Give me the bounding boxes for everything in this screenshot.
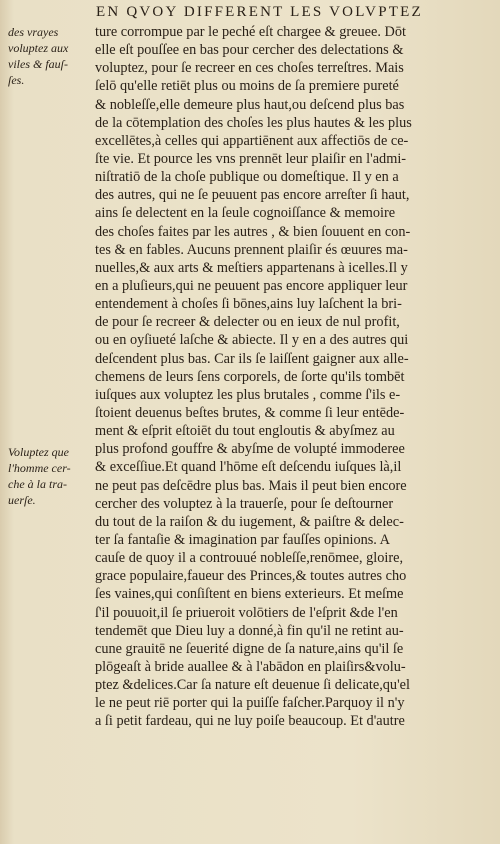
text-line: tes & en fables. Aucuns prennent plaiſir és œuures ma- — [95, 241, 408, 258]
text-line: ſes vaines,qui conſiſtent en biens exterieurs. Et meſme — [95, 586, 404, 603]
text-line: ture corrompue par le peché eſt chargee & greuee. Dōt — [95, 24, 406, 40]
text-line: cercher des voluptez à la trauerſe, pour ſe deſtourner — [95, 495, 394, 512]
body-text — [95, 23, 467, 730]
text-line: ſtoient deuenus beſtes brutes, & comme ſi leur entēde- — [95, 404, 405, 421]
text-line: du tout de la raiſon & du iugement, & paiſtre & delec- — [95, 513, 404, 530]
text-line: cauſe de quoy il a controuué nobleſſe,renōmee, gloire, — [95, 550, 404, 567]
text-line: a ſi petit fardeau, qui ne luy poiſe beaucoup. Et d'autre — [95, 713, 405, 730]
text-line: tendemēt que Dieu luy a donné,à fin qu'il ne retint au- — [95, 622, 404, 639]
margin-note-line: voluptez aux — [8, 41, 69, 55]
text-line: iuſques aux voluptez les plus brutales , comme ſ'ils e- — [95, 386, 401, 403]
margin-note-2 — [8, 444, 92, 508]
text-line: ptez &delices.Car ſa nature eſt deuenue ſi delicate,qu'el — [95, 677, 410, 694]
text-line: ſ'il pouuoit,il ſe priueroit volōtiers de l'eſprit &de l'en — [95, 604, 398, 621]
text-line: ains ſe delectent en la ſeule cognoiſſance & memoire — [95, 205, 396, 222]
margin-note-line: viles & fauſ- — [8, 57, 68, 71]
text-line: ſte vie. Et pource les vns prennēt leur plaiſir en l'admi- — [95, 150, 407, 167]
margin-note-line: des vrayes — [8, 25, 59, 39]
text-line: & nobleſſe,elle demeure plus haut,ou deſcend plus bas — [95, 96, 405, 113]
text-line: excellētes,à celles qui appartiēnent aux affectiōs de ce- — [95, 132, 409, 149]
text-line: plus profond gouffre & abyſme de volupté immoderee — [95, 441, 405, 458]
margin-note-line: Voluptez que — [8, 445, 69, 459]
running-header: EN QVOY DIFFERENT LES VOLVPTEZ — [96, 4, 423, 20]
margin-note-line: l'homme cer- — [8, 461, 71, 475]
text-line: plōgeaſt à bride auallee & à l'abādon en plaiſirs&volu- — [95, 658, 406, 675]
text-line: ter ſa fantaſie & imagination par fauſſes opinions. A — [95, 531, 390, 548]
margin-note-line: uerſe. — [8, 493, 36, 507]
text-line: & exceſſiue.Et quand l'hōme eſt deſcendu iuſques là,il — [95, 459, 402, 476]
text-line: en a pluſieurs,qui ne peuuent pas encore appliquer leur — [95, 277, 408, 294]
text-line: des autres, qui ne ſe peuuent pas encore arreſter ſi haut, — [95, 187, 410, 204]
text-line: des choſes faites par les autres , & bien ſouuent en con- — [95, 223, 411, 240]
text-line: niſtratiō de la choſe publique ou domeſtique. Il y en a — [95, 169, 399, 186]
text-line: cune grauitē ne ſeuerité digne de ſa nature,ains qu'il ſe — [95, 640, 404, 657]
text-line: ment & eſprit eſtoiēt du tout engloutis & abyſmez au — [95, 423, 395, 440]
text-line: elle eſt pouſſee en bas pour cercher des delectations & — [95, 42, 404, 59]
text-line: ne peut pas deſcēdre plus bas. Mais il peut bien encore — [95, 477, 407, 494]
text-line: nuelles,& aux arts & meſtiers appartenans à icelles.Il y — [95, 259, 408, 276]
margin-note-line: ſes. — [8, 73, 25, 87]
text-line: ſelō qu'elle retiēt plus ou moins de ſa premiere pureté — [95, 78, 399, 95]
text-line: deſcendent plus bas. Car ils ſe laiſſent gaigner aux alle- — [95, 350, 409, 367]
text-line: entendement à choſes ſi bōnes,ains luy laſchent la bri- — [95, 296, 402, 313]
text-line: le ne peut riē porter qui la puiſſe faſcher.Parquoy il n'y — [95, 695, 405, 712]
text-line: grace populaire,faueur des Princes,& toutes autres cho — [95, 568, 407, 585]
text-line: voluptez, pour ſe recreer en ces choſes terreſtres. Mais — [95, 60, 404, 77]
text-line: de pour ſe recreer & delecter ou en ieux de nul profit, — [95, 314, 400, 331]
margin-note-line: che à la tra- — [8, 477, 67, 491]
text-line: chemens de leurs ſens corporels, de ſorte qu'ils tombēt — [95, 368, 405, 385]
margin-note-1 — [8, 24, 92, 88]
text-line: ou en oyſiueté laſche & abiecte. Il y en a des autres qui — [95, 332, 409, 349]
text-line: de la cōtemplation des choſes les plus hautes & les plus — [95, 114, 412, 131]
